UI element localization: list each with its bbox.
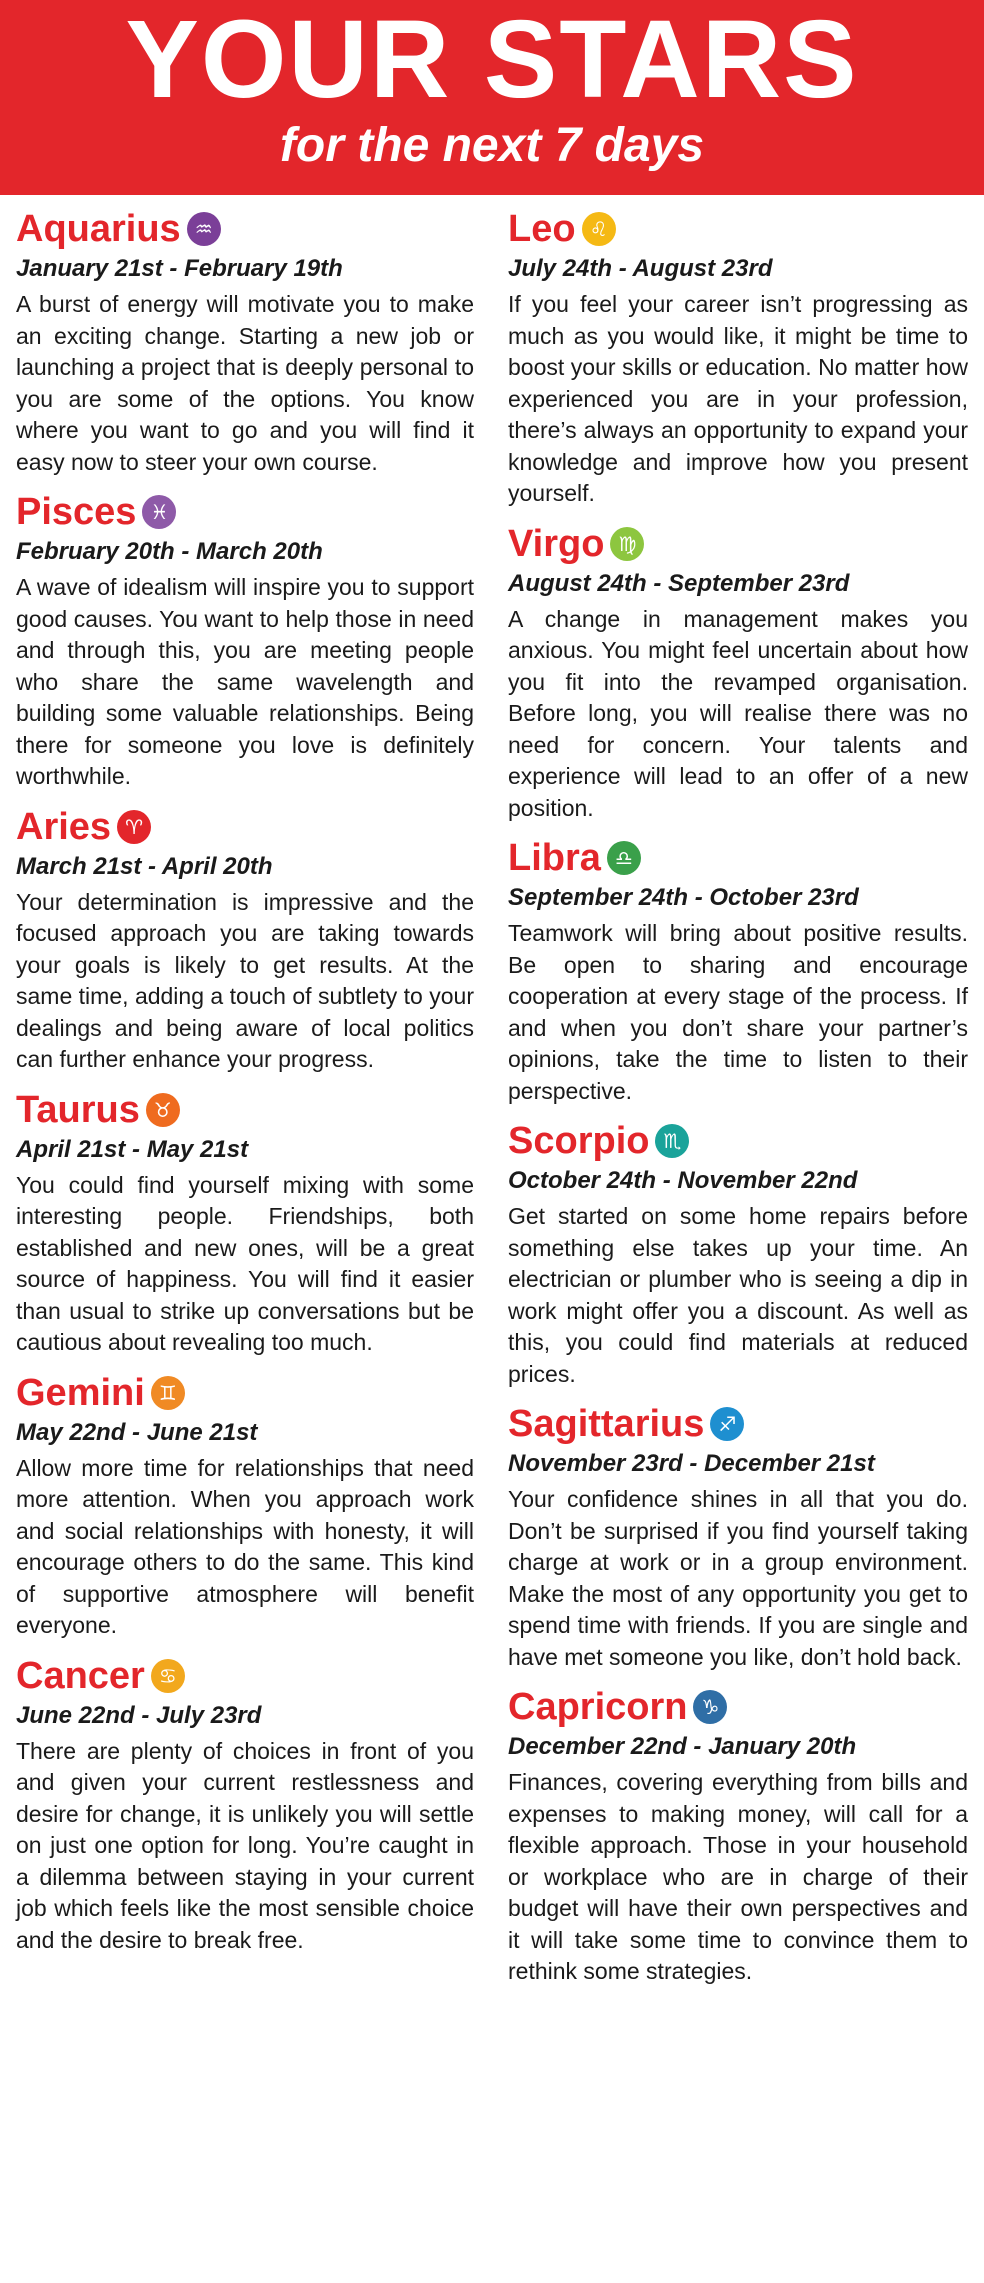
sign-name: Leo [508, 208, 576, 250]
sign-dates: December 22nd - January 20th [508, 1733, 857, 1760]
right-column [508, 195, 968, 1988]
sign-libra [508, 834, 968, 1107]
sign-text: Get started on some home repairs before something else takes up your time. An electrician or plumber who is seeing a dip in work might offer you a discount. As well as this, you could find materials at reduced prices. [508, 1203, 968, 1387]
sign-cancer [16, 1652, 474, 1957]
page-title: YOUR STARS [125, 0, 859, 121]
sign-text: Teamwork will bring about positive results. Be open to sharing and encourage cooperation at every stage of the process. If and when you don’t share your partner’s opinions, take the time to listen to their perspective. [508, 920, 968, 1104]
aries-symbol-icon: ♈ [117, 810, 151, 844]
sign-dates: July 24th - August 23rd [508, 255, 773, 282]
sign-text: A change in management makes you anxious. You might feel uncertain about how you fit into the revamped organisation. Before long, you will realise there was no need for concern. Your talents and experience will lead to an offer of a new position. [508, 605, 968, 821]
sign-dates: March 21st - April 20th [16, 852, 273, 880]
libra-symbol-icon: ♎ [607, 841, 641, 875]
page-subtitle: for the next 7 days [279, 119, 705, 172]
pisces-symbol-icon: ♓ [142, 495, 176, 529]
sign-dates: September 24th - October 23rd [508, 884, 859, 911]
capricorn-symbol-icon: ♑ [693, 1690, 727, 1724]
sign-aries [16, 803, 474, 1076]
sign-text: Allow more time for relationships that need more attention. When you approach work and social relationships with honesty, it will encourage others to do the same. This kind of supportive atmosphere will benefit everyone. [16, 1454, 474, 1638]
sign-dates: January 21st - February 19th [16, 255, 343, 282]
gemini-symbol-icon: ♊ [151, 1376, 185, 1410]
sign-dates: April 21st - May 21st [16, 1135, 249, 1163]
leo-symbol-icon: ♌ [582, 212, 616, 246]
sign-dates: November 23rd - December 21st [508, 1450, 875, 1477]
cancer-symbol-icon: ♋ [151, 1659, 185, 1693]
sign-text: You could find yourself mixing with some interesting people. Friendships, both established and new ones, will be a great source of happiness. You will find it easier than usual to strike up conversations but be cautious about revealing too much. [16, 1171, 474, 1355]
sign-text: If you feel your career isn’t progressing as much as you would like, it might be time to boost your skills or education. No matter how experienced you are in your profession, there’s always an opportunity to expand your knowledge and improve how you present yourself. [508, 291, 968, 506]
sign-dates: June 22nd - July 23rd [16, 1701, 262, 1729]
sign-name: Taurus [16, 1088, 140, 1131]
sign-dates: August 24th - September 23rd [508, 569, 850, 597]
sign-name: Capricorn [508, 1686, 688, 1728]
horoscope-columns [0, 195, 984, 1988]
sign-name: Virgo [508, 522, 605, 565]
sign-name: Libra [508, 837, 601, 879]
sign-text: A wave of idealism will inspire you to support good causes. You want to help those in need and through this, you are meeting people who share the same wavelength and building some valuable relationships. Being there for someone you love is definitely worthwhile. [16, 574, 474, 789]
sign-name: Scorpio [508, 1120, 650, 1162]
sign-scorpio [508, 1117, 968, 1390]
sign-name: Aquarius [16, 208, 181, 250]
sign-text: Your determination is impressive and the focused approach you are taking towards your goals is likely to get results. At the same time, adding a touch of subtlety to your dealings and being aware of local politics can further enhance your progress. [16, 888, 474, 1072]
sign-taurus [16, 1086, 474, 1359]
sign-text: Your confidence shines in all that you do. Don’t be surprised if you find yourself taking charge at work or in a group environment. Make the most of any opportunity you get to spend time with friends. If you are single and have met someone you like, don’t hold back. [508, 1486, 968, 1670]
sign-text: A burst of energy will motivate you to make an exciting change. Starting a new job or launching a project that is deeply personal to you are some of the options. You know where you want to go and you will find it easy now to steer your own course. [16, 291, 474, 475]
sign-virgo [508, 520, 968, 825]
virgo-symbol-icon: ♍ [610, 527, 644, 561]
sign-leo [508, 205, 968, 510]
scorpio-symbol-icon: ♏ [655, 1124, 689, 1158]
sign-dates: May 22nd - June 21st [16, 1418, 258, 1446]
sign-dates: October 24th - November 22nd [508, 1167, 858, 1194]
sagittarius-symbol-icon: ♐ [710, 1407, 744, 1441]
sign-name: Pisces [16, 491, 137, 533]
left-column [16, 195, 474, 1988]
sign-text: There are plenty of choices in front of you and given your current restlessness and desire for change, it is unlikely you will settle on just one option for long. You’re caught in a dilemma between staying in your current job which feels like the most sensible choice and the desire to break free. [16, 1737, 474, 1953]
taurus-symbol-icon: ♉ [146, 1093, 180, 1127]
aquarius-symbol-icon: ♒ [187, 212, 221, 246]
sign-sagittarius [508, 1400, 968, 1673]
sign-name: Aries [16, 805, 112, 848]
sign-dates: February 20th - March 20th [16, 538, 323, 565]
sign-pisces [16, 488, 474, 793]
sign-name: Gemini [16, 1371, 145, 1414]
sign-name: Cancer [16, 1654, 145, 1697]
sign-aquarius [16, 205, 474, 478]
sign-gemini [16, 1369, 474, 1642]
header-banner [0, 0, 984, 195]
sign-capricorn [508, 1683, 968, 1988]
sign-name: Sagittarius [508, 1403, 705, 1445]
sign-text: Finances, covering everything from bills and expenses to making money, will call for a flexible approach. Those in your household or workplace who are in charge of their budget will have their own perspectives and it will take some time to convince them to rethink some strategies. [508, 1769, 968, 1984]
